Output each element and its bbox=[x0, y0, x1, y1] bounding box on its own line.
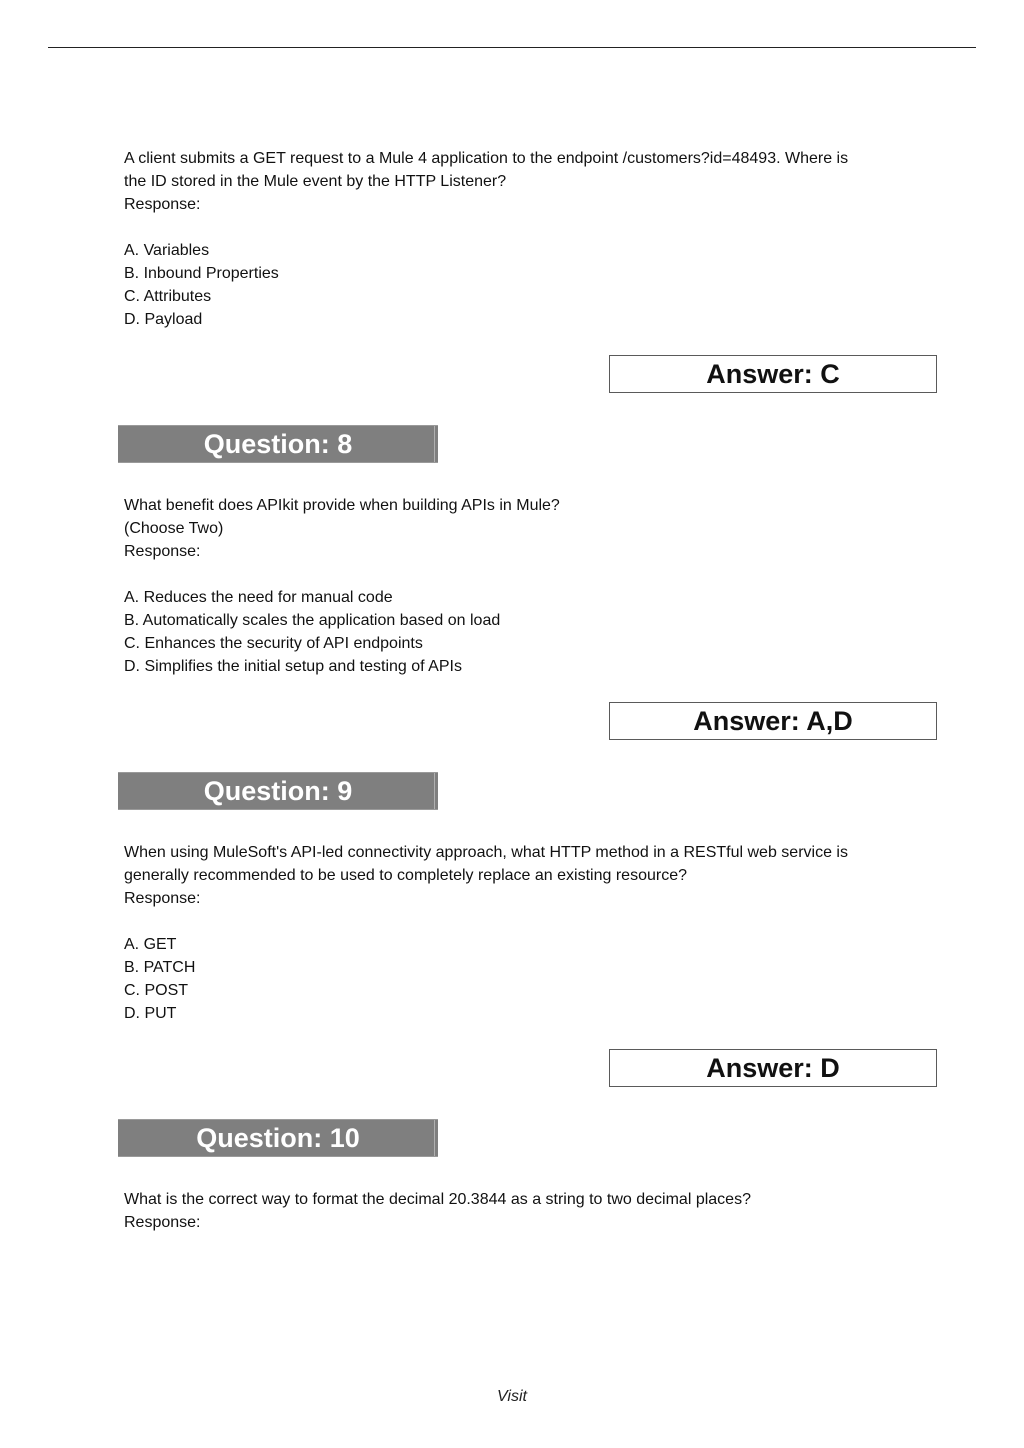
question-7-option-b: B. Inbound Properties bbox=[124, 265, 279, 282]
question-8-option-d: D. Simplifies the initial setup and testing of APIs bbox=[124, 658, 462, 675]
question-9-stem bbox=[124, 841, 924, 910]
question-7-option-a: A. Variables bbox=[124, 242, 210, 259]
question-7-answer-box: Answer: C bbox=[609, 355, 937, 393]
question-10-stem-line-1: What is the correct way to format the decimal 20.3844 as a string to two decimal places? bbox=[124, 1191, 751, 1208]
question-7-response-label: Response: bbox=[124, 196, 201, 213]
question-9-answer-box: Answer: D bbox=[609, 1049, 937, 1087]
question-7-options bbox=[124, 239, 279, 331]
question-9-stem-line-1: When using MuleSoft's API-led connectivity approach, what HTTP method in a RESTful web service is bbox=[124, 844, 848, 861]
question-8-option-c: C. Enhances the security of API endpoints bbox=[124, 635, 423, 652]
question-9-option-c: C. POST bbox=[124, 982, 189, 999]
footer-visit-text: Visit bbox=[497, 1388, 527, 1405]
question-9-header: Question: 9 bbox=[118, 772, 438, 810]
question-7-option-c: C. Attributes bbox=[124, 288, 212, 305]
question-8-response-label: Response: bbox=[124, 543, 201, 560]
question-8-stem-line-2: (Choose Two) bbox=[124, 520, 224, 537]
question-8-answer-box: Answer: A,D bbox=[609, 702, 937, 740]
question-10-header: Question: 10 bbox=[118, 1119, 438, 1157]
question-8-header: Question: 8 bbox=[118, 425, 438, 463]
question-8-option-a: A. Reduces the need for manual code bbox=[124, 589, 393, 606]
top-divider bbox=[48, 47, 976, 48]
question-9-options bbox=[124, 933, 195, 1025]
question-8-options bbox=[124, 586, 500, 678]
question-8-stem bbox=[124, 494, 924, 563]
question-9-stem-line-2: generally recommended to be used to completely replace an existing resource? bbox=[124, 867, 687, 884]
question-9-option-d: D. PUT bbox=[124, 1005, 177, 1022]
question-7-stem bbox=[124, 147, 924, 216]
question-9-response-label: Response: bbox=[124, 890, 201, 907]
question-10-response-label: Response: bbox=[124, 1214, 201, 1231]
question-7-stem-line-2: the ID stored in the Mule event by the HTTP Listener? bbox=[124, 173, 507, 190]
question-10-stem bbox=[124, 1188, 924, 1234]
question-9-option-a: A. GET bbox=[124, 936, 177, 953]
question-8-option-b: B. Automatically scales the application based on load bbox=[124, 612, 501, 629]
question-8-stem-line-1: What benefit does APIkit provide when building APIs in Mule? bbox=[124, 497, 560, 514]
question-7-stem-line-1: A client submits a GET request to a Mule 4 application to the endpoint /customers?id=48493. Where is bbox=[124, 150, 849, 167]
question-7-option-d: D. Payload bbox=[124, 311, 203, 328]
question-9-option-b: B. PATCH bbox=[124, 959, 196, 976]
